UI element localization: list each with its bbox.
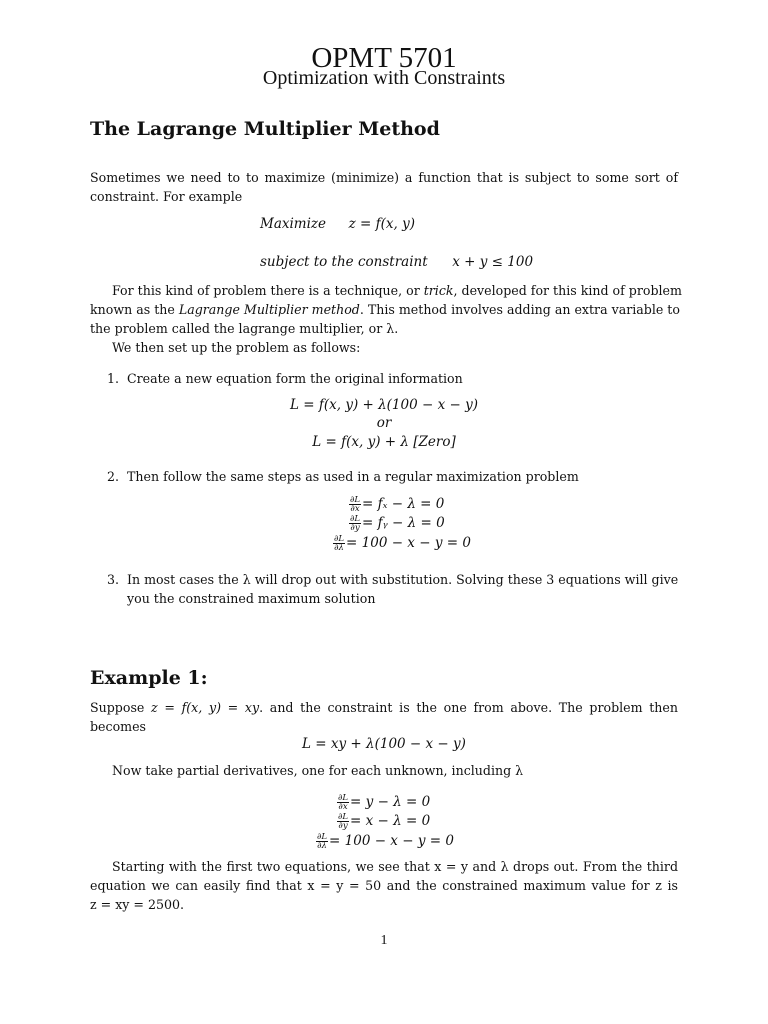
conclusion-line-3: z = xy = 2500. bbox=[90, 897, 185, 912]
equation-rhs: = 100 − x − y = 0 bbox=[329, 833, 454, 849]
example-line-1 bbox=[90, 698, 678, 717]
denominator: ∂λ bbox=[317, 841, 327, 851]
maximize-statement bbox=[260, 215, 415, 234]
step-2-number: 2. bbox=[107, 469, 120, 484]
fraction-dl-dy bbox=[337, 813, 349, 830]
constraint-statement bbox=[260, 253, 533, 272]
fraction-dl-dlambda bbox=[333, 535, 345, 552]
technique-line-1 bbox=[112, 281, 682, 300]
step-3-line-2: you the constrained maximum solution bbox=[127, 591, 376, 606]
example-lagrangian: L = xy + λ(100 − x − y) bbox=[302, 736, 466, 752]
numerator: ∂L bbox=[334, 534, 345, 544]
page-number: 1 bbox=[380, 933, 388, 948]
intro-line-1: Sometimes we need to to maximize (minimize) a function that is subject to some sort of bbox=[90, 170, 678, 185]
numerator: ∂L bbox=[338, 812, 349, 822]
text-run: , developed for this kind of problem bbox=[453, 283, 682, 298]
step-2-partial-y bbox=[349, 514, 445, 533]
lagrangian-equation: L = f(x, y) + λ(100 − x − y) bbox=[290, 397, 478, 413]
numerator: ∂L bbox=[350, 514, 361, 524]
step-3-number: 3. bbox=[107, 572, 120, 587]
page-subtitle: Optimization with Constraints bbox=[262, 67, 506, 89]
page-title: OPMT 5701 bbox=[311, 42, 457, 74]
denominator: ∂y bbox=[338, 821, 348, 831]
example-partial-x bbox=[337, 793, 430, 812]
text-run: . and the constraint is the one from above. The problem then bbox=[259, 700, 678, 715]
trick-term: trick bbox=[423, 283, 454, 298]
example-partial-lambda bbox=[316, 832, 454, 851]
equation-rhs: = y − λ = 0 bbox=[350, 794, 431, 810]
fraction-dl-dy bbox=[349, 515, 361, 532]
example-function: z = f(x, y) = xy bbox=[151, 700, 260, 715]
fraction-dl-dx bbox=[349, 496, 361, 513]
method-term: Lagrange Multiplier method bbox=[178, 302, 360, 317]
step-1-number: 1. bbox=[107, 371, 120, 386]
step-3-line-1: In most cases the λ will drop out with substitution. Solving these 3 equations will give bbox=[127, 572, 679, 587]
step-1-text: Create a new equation form the original information bbox=[127, 371, 463, 386]
setup-line: We then set up the problem as follows: bbox=[112, 340, 361, 355]
text-run: For this kind of problem there is a technique, or bbox=[112, 283, 424, 298]
or-word: or bbox=[376, 415, 392, 431]
fraction-dl-dlambda bbox=[316, 833, 328, 850]
step-2-partial-x bbox=[349, 495, 444, 514]
maximize-expression: z = f(x, y) bbox=[348, 216, 415, 232]
technique-line-2 bbox=[90, 300, 678, 319]
example-heading: Example 1: bbox=[90, 667, 208, 689]
denominator: ∂λ bbox=[334, 543, 344, 553]
text-run: . This method involves adding an extra variable to bbox=[359, 302, 680, 317]
equation-rhs: = x − λ = 0 bbox=[350, 813, 431, 829]
numerator: ∂L bbox=[350, 495, 361, 505]
numerator: ∂L bbox=[338, 793, 349, 803]
text-run: known as the bbox=[90, 302, 179, 317]
intro-line-2: constraint. For example bbox=[90, 189, 243, 204]
constraint-label: subject to the constraint bbox=[260, 254, 428, 270]
maximize-label: Maximize bbox=[260, 216, 327, 232]
constraint-expression: x + y ≤ 100 bbox=[452, 254, 534, 270]
technique-line-3: the problem called the lagrange multiplier, or λ. bbox=[90, 321, 399, 336]
denominator: ∂x bbox=[350, 504, 360, 514]
denominator: ∂x bbox=[338, 802, 348, 812]
conclusion-line-2: equation we can easily find that x = y = 50 and the constrained maximum value for z is bbox=[90, 878, 678, 893]
example-line-2: becomes bbox=[90, 719, 147, 734]
example-partial-y bbox=[337, 812, 430, 831]
equation-rhs: = 100 − x − y = 0 bbox=[346, 535, 471, 551]
equation-rhs: = fₓ − λ = 0 bbox=[362, 496, 445, 512]
section-heading: The Lagrange Multiplier Method bbox=[90, 118, 440, 140]
numerator: ∂L bbox=[317, 832, 328, 842]
partials-intro: Now take partial derivatives, one for each unknown, including λ bbox=[112, 763, 524, 778]
conclusion-line-1: Starting with the first two equations, we see that x = y and λ drops out. From the third bbox=[112, 859, 678, 874]
text-run: Suppose bbox=[90, 700, 152, 715]
lagrangian-zero-equation: L = f(x, y) + λ [Zero] bbox=[312, 434, 456, 450]
denominator: ∂y bbox=[350, 523, 360, 533]
fraction-dl-dx bbox=[337, 794, 349, 811]
step-2-partial-lambda bbox=[333, 534, 471, 553]
equation-rhs: = fᵧ − λ = 0 bbox=[362, 515, 445, 531]
step-2-text: Then follow the same steps as used in a regular maximization problem bbox=[127, 469, 579, 484]
